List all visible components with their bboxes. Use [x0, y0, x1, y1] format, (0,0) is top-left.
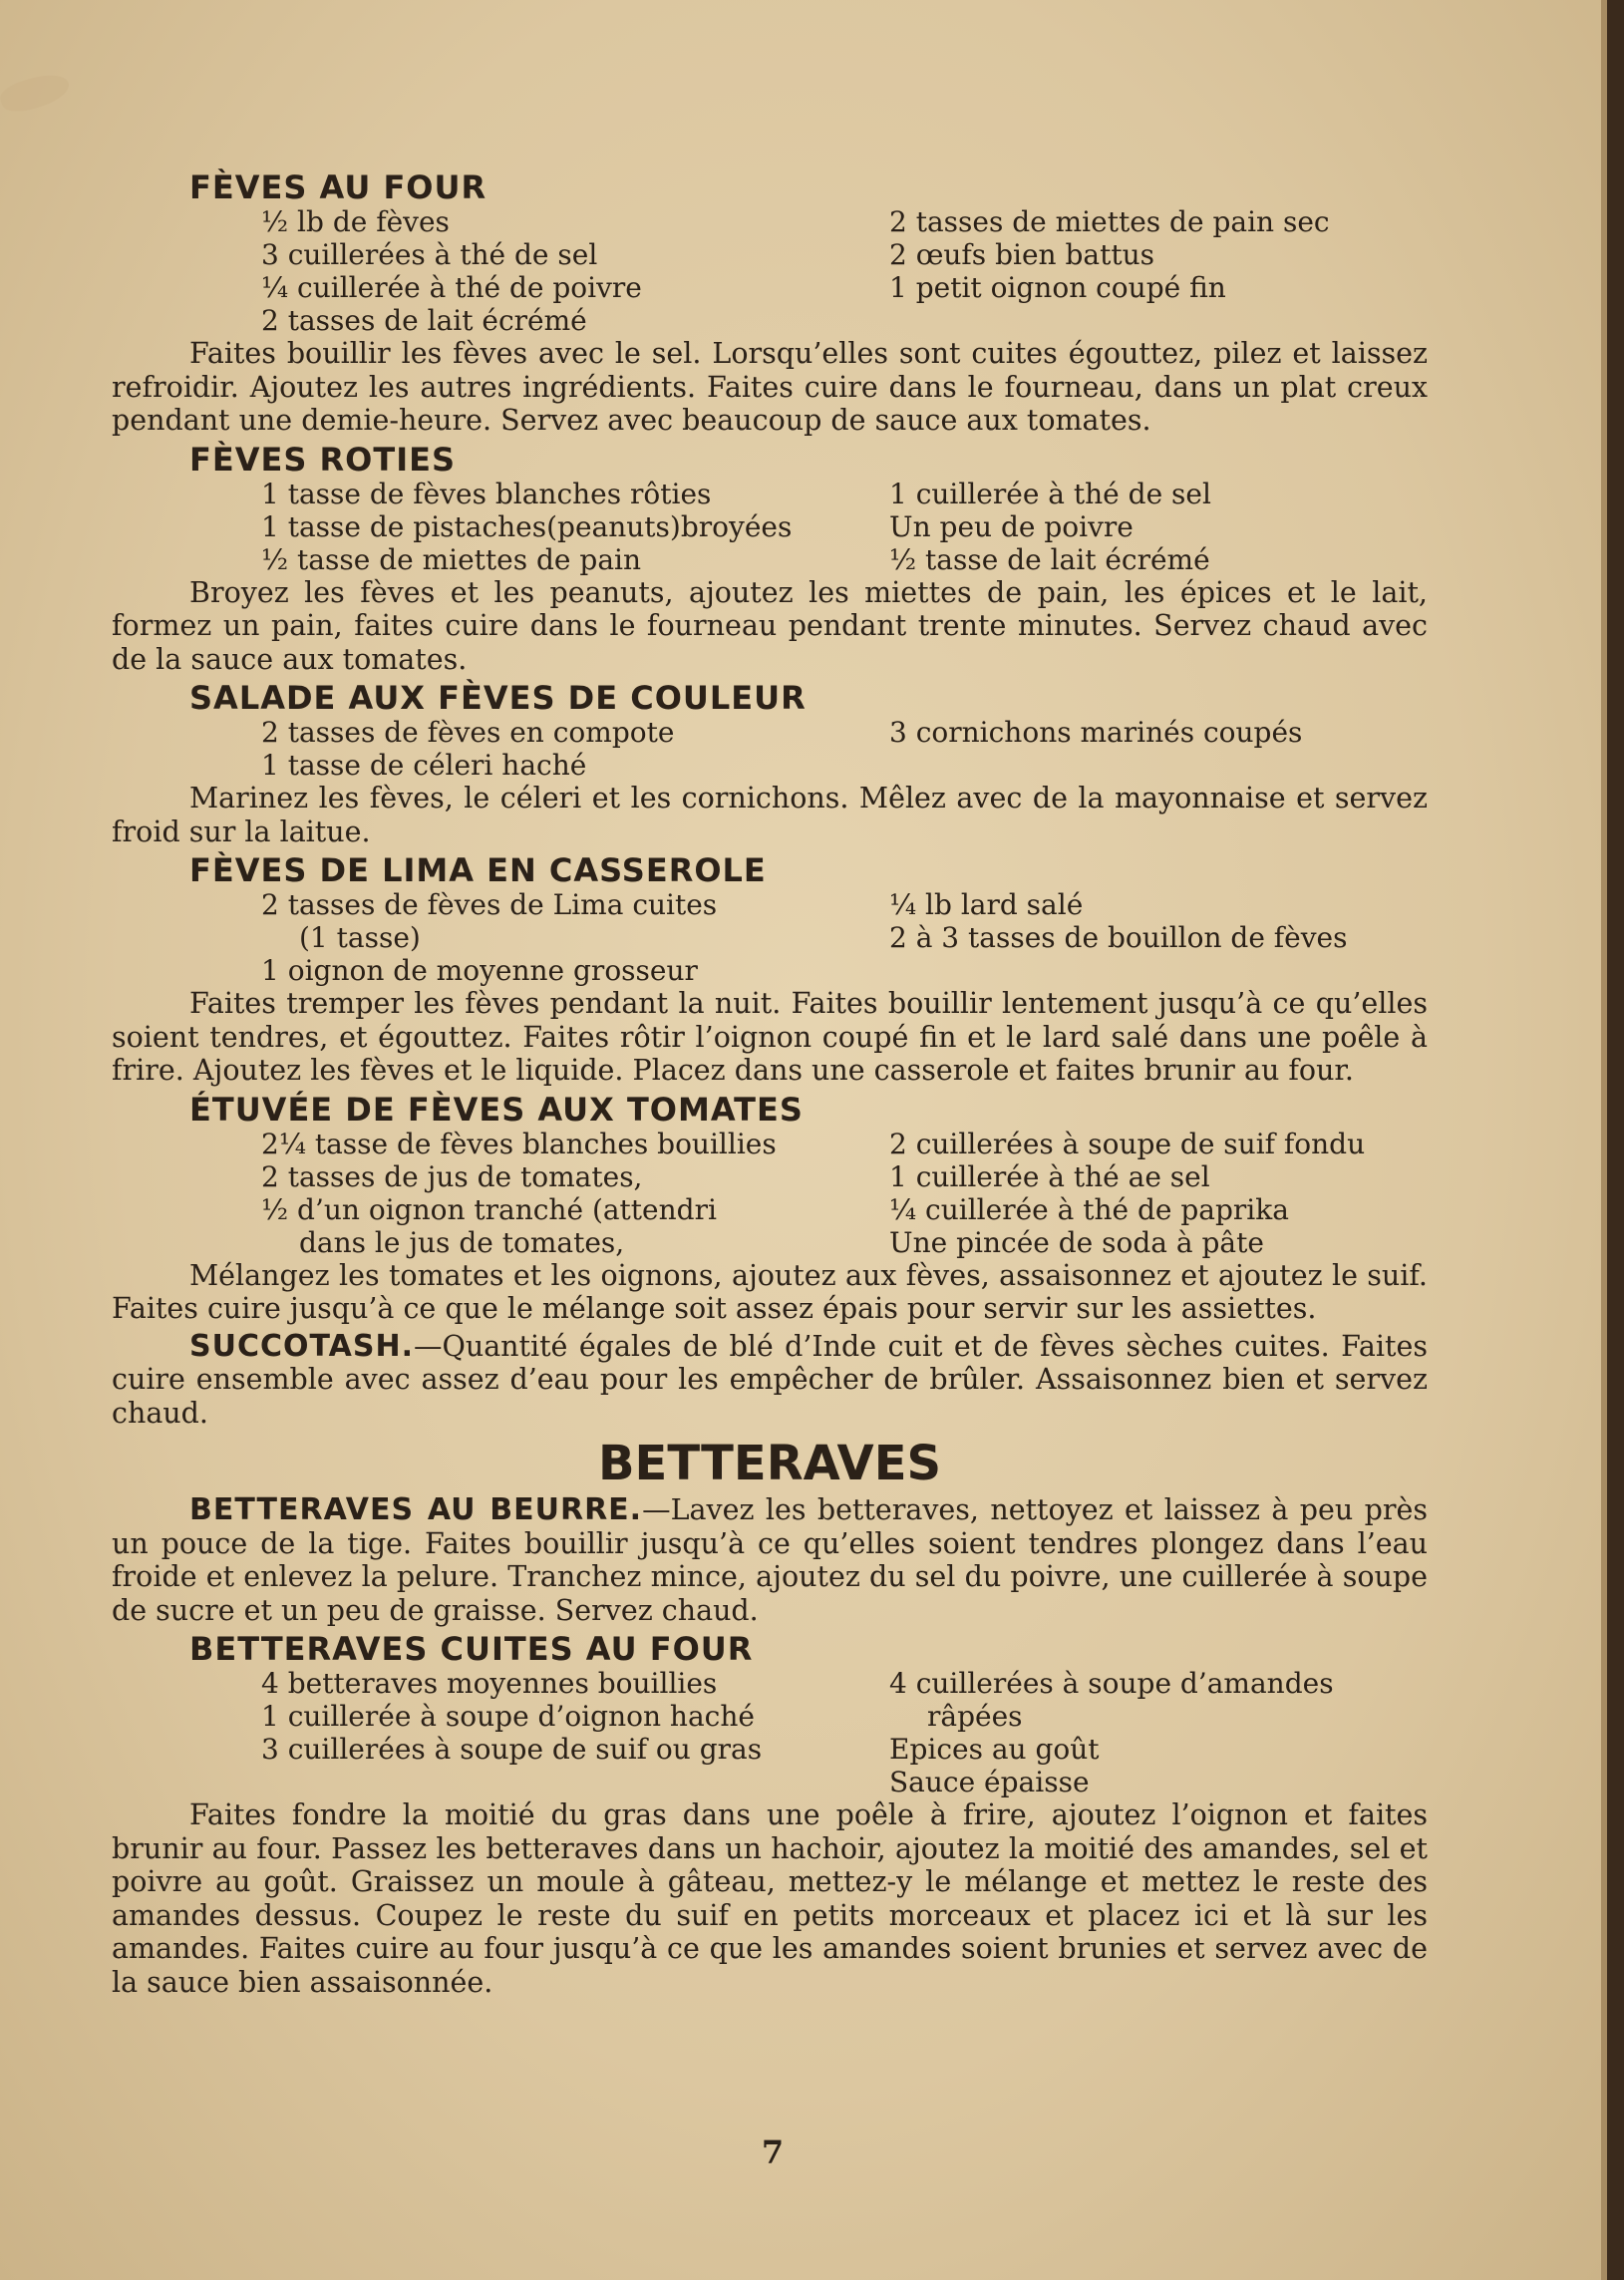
- page-tear: [0, 68, 73, 118]
- ingredient: 3 cuillerées à thé de sel: [261, 238, 598, 271]
- recipe-betteraves-cuites-au-four: [112, 1631, 1428, 1999]
- ingredient: 1 tasse de pistaches(peanuts)broyées: [261, 509, 793, 543]
- ingredient: dans le jus de tomates,: [299, 1225, 625, 1259]
- ingredient: (1 tasse): [299, 921, 421, 954]
- recipe-title: FÈVES ROTIES: [189, 440, 457, 479]
- ingredient: Un peu de poivre: [889, 509, 1134, 543]
- page-number: 7: [761, 2133, 785, 2171]
- ingredient: 4 betteraves moyennes bouillies: [261, 1667, 718, 1700]
- recipe-feves-de-lima: [112, 852, 1428, 1088]
- recipe-title: SALADE AUX FÈVES DE COULEUR: [189, 679, 807, 717]
- ingredient-list: [261, 888, 1428, 987]
- recipe-title: SUCCOTASH.: [189, 1328, 414, 1364]
- ingredient: Sauce épaisse: [889, 1766, 1090, 1798]
- ingredient: 1 tasse de céleri haché: [261, 749, 587, 782]
- ingredient: 2 tasses de lait écrémé: [261, 304, 587, 337]
- ingredient: 4 cuillerées à soupe d’amandes: [889, 1667, 1334, 1700]
- ingredient: 3 cuillerées à soupe de suif ou gras: [261, 1733, 763, 1766]
- ingredient: 1 cuillerée à soupe d’oignon haché: [261, 1700, 755, 1733]
- ingredient: [889, 749, 1487, 782]
- recipe-feves-au-four: [112, 169, 1428, 438]
- ingredient-list: [261, 478, 1428, 576]
- ingredient: ¼ lb lard salé: [889, 888, 1084, 921]
- ingredient: ½ d’un oignon tranché (attendri: [261, 1192, 717, 1226]
- recipe-instructions: Faites bouillir les fèves avec le sel. Lorsqu’elles sont cuites égouttez, pilez et laissez refroidir. Ajoutez les autres ingrédients. Faites cuire dans le fourneau, dans un plat creux pendant une demie-heure. Servez avec beaucoup de sauce aux tomates.: [112, 337, 1428, 437]
- ingredient: 1 cuillerée à thé ae sel: [889, 1159, 1210, 1193]
- ingredient: 2¼ tasse de fèves blanches bouillies: [261, 1127, 777, 1160]
- ingredient: 2 tasses de fèves de Lima cuites: [261, 888, 718, 921]
- ingredient: râpées: [927, 1700, 1023, 1733]
- ingredient: 2 œufs bien battus: [889, 238, 1154, 271]
- ingredient-list: [261, 1667, 1428, 1798]
- recipe-instructions: Marinez les fèves, le céleri et les cornichons. Mêlez avec de la mayonnaise et servez froid sur la laitue.: [112, 782, 1428, 848]
- recipe-instructions: Faites fondre la moitié du gras dans une poêle à frire, ajoutez l’oignon et faites brunir au four. Passez les betteraves dans un hachoir, ajoutez la moitié des amandes, sel et poivre au goût. Graissez un moule à gâteau, mettez-y le mélange et mettez le reste des amandes dessus. Coupez le reste du suif en petits morceaux et placez ici et là sur les amandes. Faites cuire au four jusqu’à ce que les amandes soient brunies et servez avec de la sauce bien assaisonnée.: [112, 1798, 1428, 1999]
- recipe-betteraves-au-beurre: [112, 1493, 1428, 1627]
- ingredient: ½ tasse de miettes de pain: [261, 542, 642, 576]
- ingredient: 1 cuillerée à thé de sel: [889, 477, 1211, 510]
- ingredient: 1 oignon de moyenne grosseur: [261, 954, 698, 987]
- recipe-title: BETTERAVES AU BEURRE.: [189, 1492, 643, 1527]
- ingredient: [889, 304, 1487, 337]
- ingredient: 2 tasses de fèves en compote: [261, 716, 675, 749]
- recipe-feves-roties: [112, 442, 1428, 677]
- ingredient: ½ tasse de lait écrémé: [889, 542, 1210, 576]
- ingredient: 2 à 3 tasses de bouillon de fèves: [889, 921, 1348, 954]
- page-content: [112, 169, 1428, 2003]
- ingredient: 3 cornichons marinés coupés: [889, 716, 1303, 749]
- ingredient: 2 cuillerées à soupe de suif fondu: [889, 1127, 1366, 1160]
- recipe-etuvee-de-feves: [112, 1092, 1428, 1326]
- ingredient-list: [261, 716, 1428, 782]
- ingredient-list: [261, 1128, 1428, 1259]
- ingredient: ¼ cuillerée à thé de paprika: [889, 1192, 1289, 1226]
- ingredient-list: [261, 205, 1428, 337]
- recipe-instructions: Mélangez les tomates et les oignons, ajoutez aux fèves, assaisonnez et ajoutez le suif. Faites cuire jusqu’à ce que le mélange soit assez épais pour servir sur les assiettes.: [112, 1258, 1428, 1325]
- recipe-text: —Quantité égales de blé d’Inde cuit et de fèves sèches cuites. Faites cuire ensemble avec assez d’eau pour les empêcher de brûler. Assaisonnez bien et servez chaud.: [112, 1329, 1428, 1430]
- recipe-title: FÈVES AU FOUR: [189, 168, 487, 206]
- ingredient: ¼ cuillerée à thé de poivre: [261, 271, 642, 304]
- ingredient: [261, 1766, 889, 1798]
- ingredient: 1 tasse de fèves blanches rôties: [261, 477, 712, 510]
- recipe-title: ÉTUVÉE DE FÈVES AUX TOMATES: [189, 1090, 804, 1129]
- recipe-succotash: [112, 1330, 1428, 1431]
- ingredient: 2 tasses de jus de tomates,: [261, 1159, 643, 1193]
- recipe-instructions: Faites tremper les fèves pendant la nuit. Faites bouillir lentement jusqu’à ce qu’elles soient tendres, et égouttez. Faites rôtir l’oignon coupé fin et le lard salé dans une poêle à frire. Ajoutez les fèves et le liquide. Placez dans une casserole et faites brunir au four.: [112, 987, 1428, 1087]
- recipe-title: FÈVES DE LIMA EN CASSEROLE: [189, 851, 767, 889]
- ingredient: Une pincée de soda à pâte: [889, 1225, 1264, 1259]
- ingredient: 2 tasses de miettes de pain sec: [889, 205, 1330, 238]
- ingredient: Epices au goût: [889, 1733, 1100, 1766]
- recipe-instructions: Broyez les fèves et les peanuts, ajoutez les miettes de pain, les épices et le lait, formez un pain, faites cuire dans le fourneau pendant trente minutes. Servez chaud avec de la sauce aux tomates.: [112, 575, 1428, 676]
- ingredient: [889, 954, 1487, 987]
- recipe-title: BETTERAVES CUITES AU FOUR: [189, 1630, 754, 1668]
- section-title: BETTERAVES: [597, 1436, 942, 1491]
- ingredient: 1 petit oignon coupé fin: [889, 271, 1226, 304]
- recipe-text: —Lavez les betteraves, nettoyez et laissez à peu près un pouce de la tige. Faites bouillir jusqu’à ce qu’elles soient tendres plongez dans l’eau froide et enlevez la pelure. Tranchez mince, ajoutez du sel du poivre, une cuillerée à soupe de sucre et un peu de graisse. Servez chaud.: [112, 1493, 1428, 1627]
- recipe-salade-aux-feves: [112, 680, 1428, 848]
- ingredient: ½ lb de fèves: [261, 205, 450, 238]
